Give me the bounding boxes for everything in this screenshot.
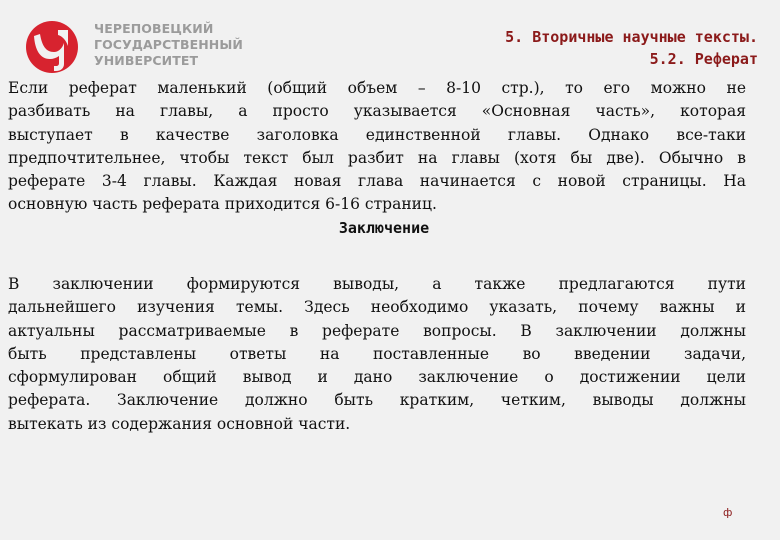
text-line: вытекать из содержания основной части. xyxy=(8,414,351,433)
slide-title xyxy=(505,26,758,70)
logo-line-2: ГОСУДАРСТВЕННЫЙ xyxy=(94,37,243,52)
text-line: выступает в качестве заголовка единственной главы. Однако все-таки xyxy=(8,125,746,144)
section-heading: Заключение xyxy=(338,219,430,237)
text-line: сформулирован общий вывод и дано заключение о достижении цели xyxy=(8,368,746,387)
text-line: разбивать на главы, а просто указывается «Основная часть», которая xyxy=(8,102,746,121)
text-line: дальнейшего изучения темы. Здесь необходимо указать, почему важны и xyxy=(8,298,746,317)
university-name xyxy=(94,21,243,69)
logo-line-1: ЧЕРЕПОВЕЦКИЙ xyxy=(94,21,214,36)
text-line: предпочтительнее, чтобы текст был разбит на главы (хотя бы две). Обычно в xyxy=(8,148,746,167)
text-line: В заключении формируются выводы, а также предлагаются пути xyxy=(8,275,746,293)
text-line: актуальны рассматриваемые в реферате вопросы. В заключении должны xyxy=(8,321,746,340)
paragraph-conclusion xyxy=(8,273,746,436)
university-emblem-icon xyxy=(24,16,86,78)
text-line: основную часть реферата приходится 6-16 страниц. xyxy=(8,195,437,214)
text-line: быть представлены ответы на поставленные во введении задачи, xyxy=(8,344,746,363)
paragraph-main-part xyxy=(8,77,746,217)
university-logo xyxy=(24,16,243,78)
slide-title-line-1: 5. Вторичные научные тексты. xyxy=(505,28,758,46)
text-line: Если реферат маленький (общий объем – 8-10 стр.), то его можно не xyxy=(8,79,746,97)
slide-title-line-2: 5.2. Реферат xyxy=(649,50,758,68)
text-line: реферата. Заключение должно быть кратким, четким, выводы должны xyxy=(8,391,746,410)
text-line: реферате 3-4 главы. Каждая новая глава начинается с новой страницы. На xyxy=(8,172,746,191)
logo-line-3: УНИВЕРСИТЕТ xyxy=(94,53,199,68)
page-number: ф xyxy=(723,506,733,519)
